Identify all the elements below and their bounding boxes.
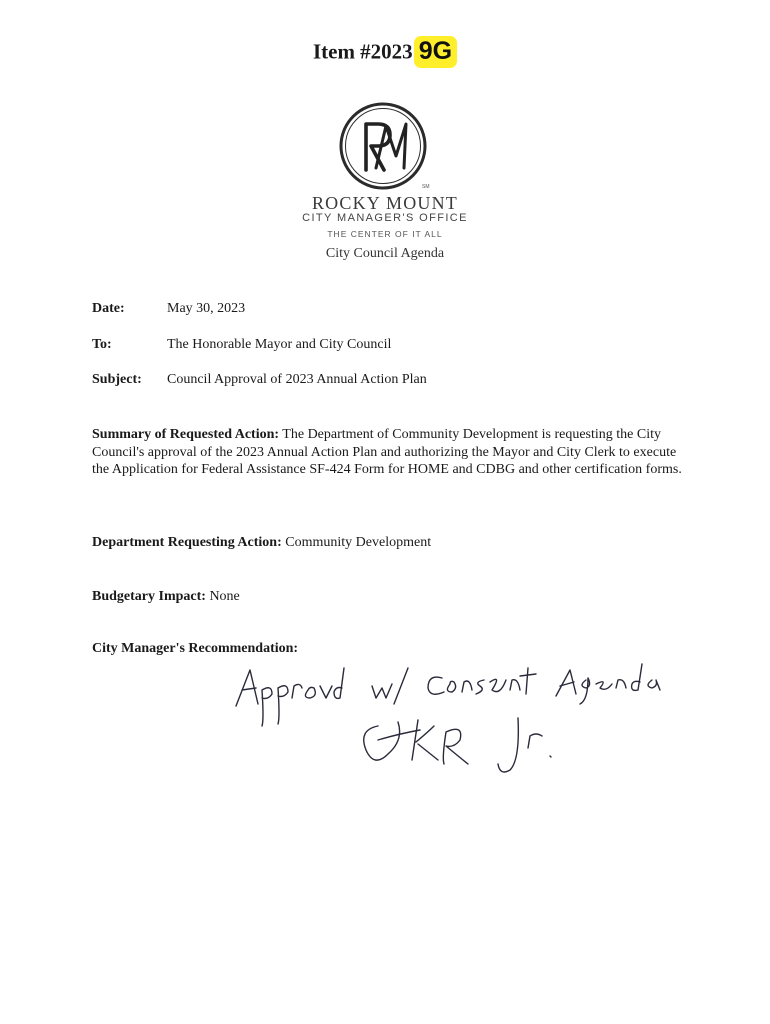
budget-value: None	[209, 589, 240, 604]
budget-section	[92, 588, 692, 606]
summary-text: The Department of Community Development is requesting the City Council's approval of the 2023 Annual Action Plan and authorizing the Mayor and City Clerk to execute the Application for Federal Assistance SF-424 Form for HOME and CDBG and other certification forms.	[92, 427, 682, 477]
office-name: CITY MANAGER'S OFFICE	[302, 212, 468, 224]
budget-label: Budgetary Impact:	[92, 589, 206, 604]
department-label: Department Requesting Action:	[92, 535, 282, 550]
org-tagline: THE CENTER OF IT ALL	[327, 229, 443, 239]
department-section	[92, 534, 692, 552]
item-number-prefix: Item #2023	[312, 39, 413, 64]
date-value: May 30, 2023	[167, 301, 246, 316]
svg-text:SM: SM	[422, 184, 430, 190]
subject-value: Council Approval of 2023 Annual Action Plan	[167, 372, 427, 387]
recommendation-section	[92, 640, 692, 658]
to-label: To:	[92, 337, 112, 352]
date-label: Date:	[92, 301, 125, 316]
to-value: The Honorable Mayor and City Council	[167, 337, 392, 352]
department-value: Community Development	[285, 535, 432, 550]
summary-section	[92, 426, 692, 479]
summary-label: Summary of Requested Action:	[92, 427, 280, 442]
org-name: ROCKY MOUNT	[311, 193, 459, 213]
item-number	[0, 36, 770, 68]
rm-monogram-logo-icon	[338, 100, 432, 194]
recommendation-label: City Manager's Recommendation:	[92, 641, 299, 656]
document-type: City Council Agenda	[325, 246, 445, 261]
item-number-badge: 9G	[414, 36, 457, 68]
subject-label: Subject:	[92, 372, 142, 387]
handwritten-approval-signature	[228, 660, 668, 780]
